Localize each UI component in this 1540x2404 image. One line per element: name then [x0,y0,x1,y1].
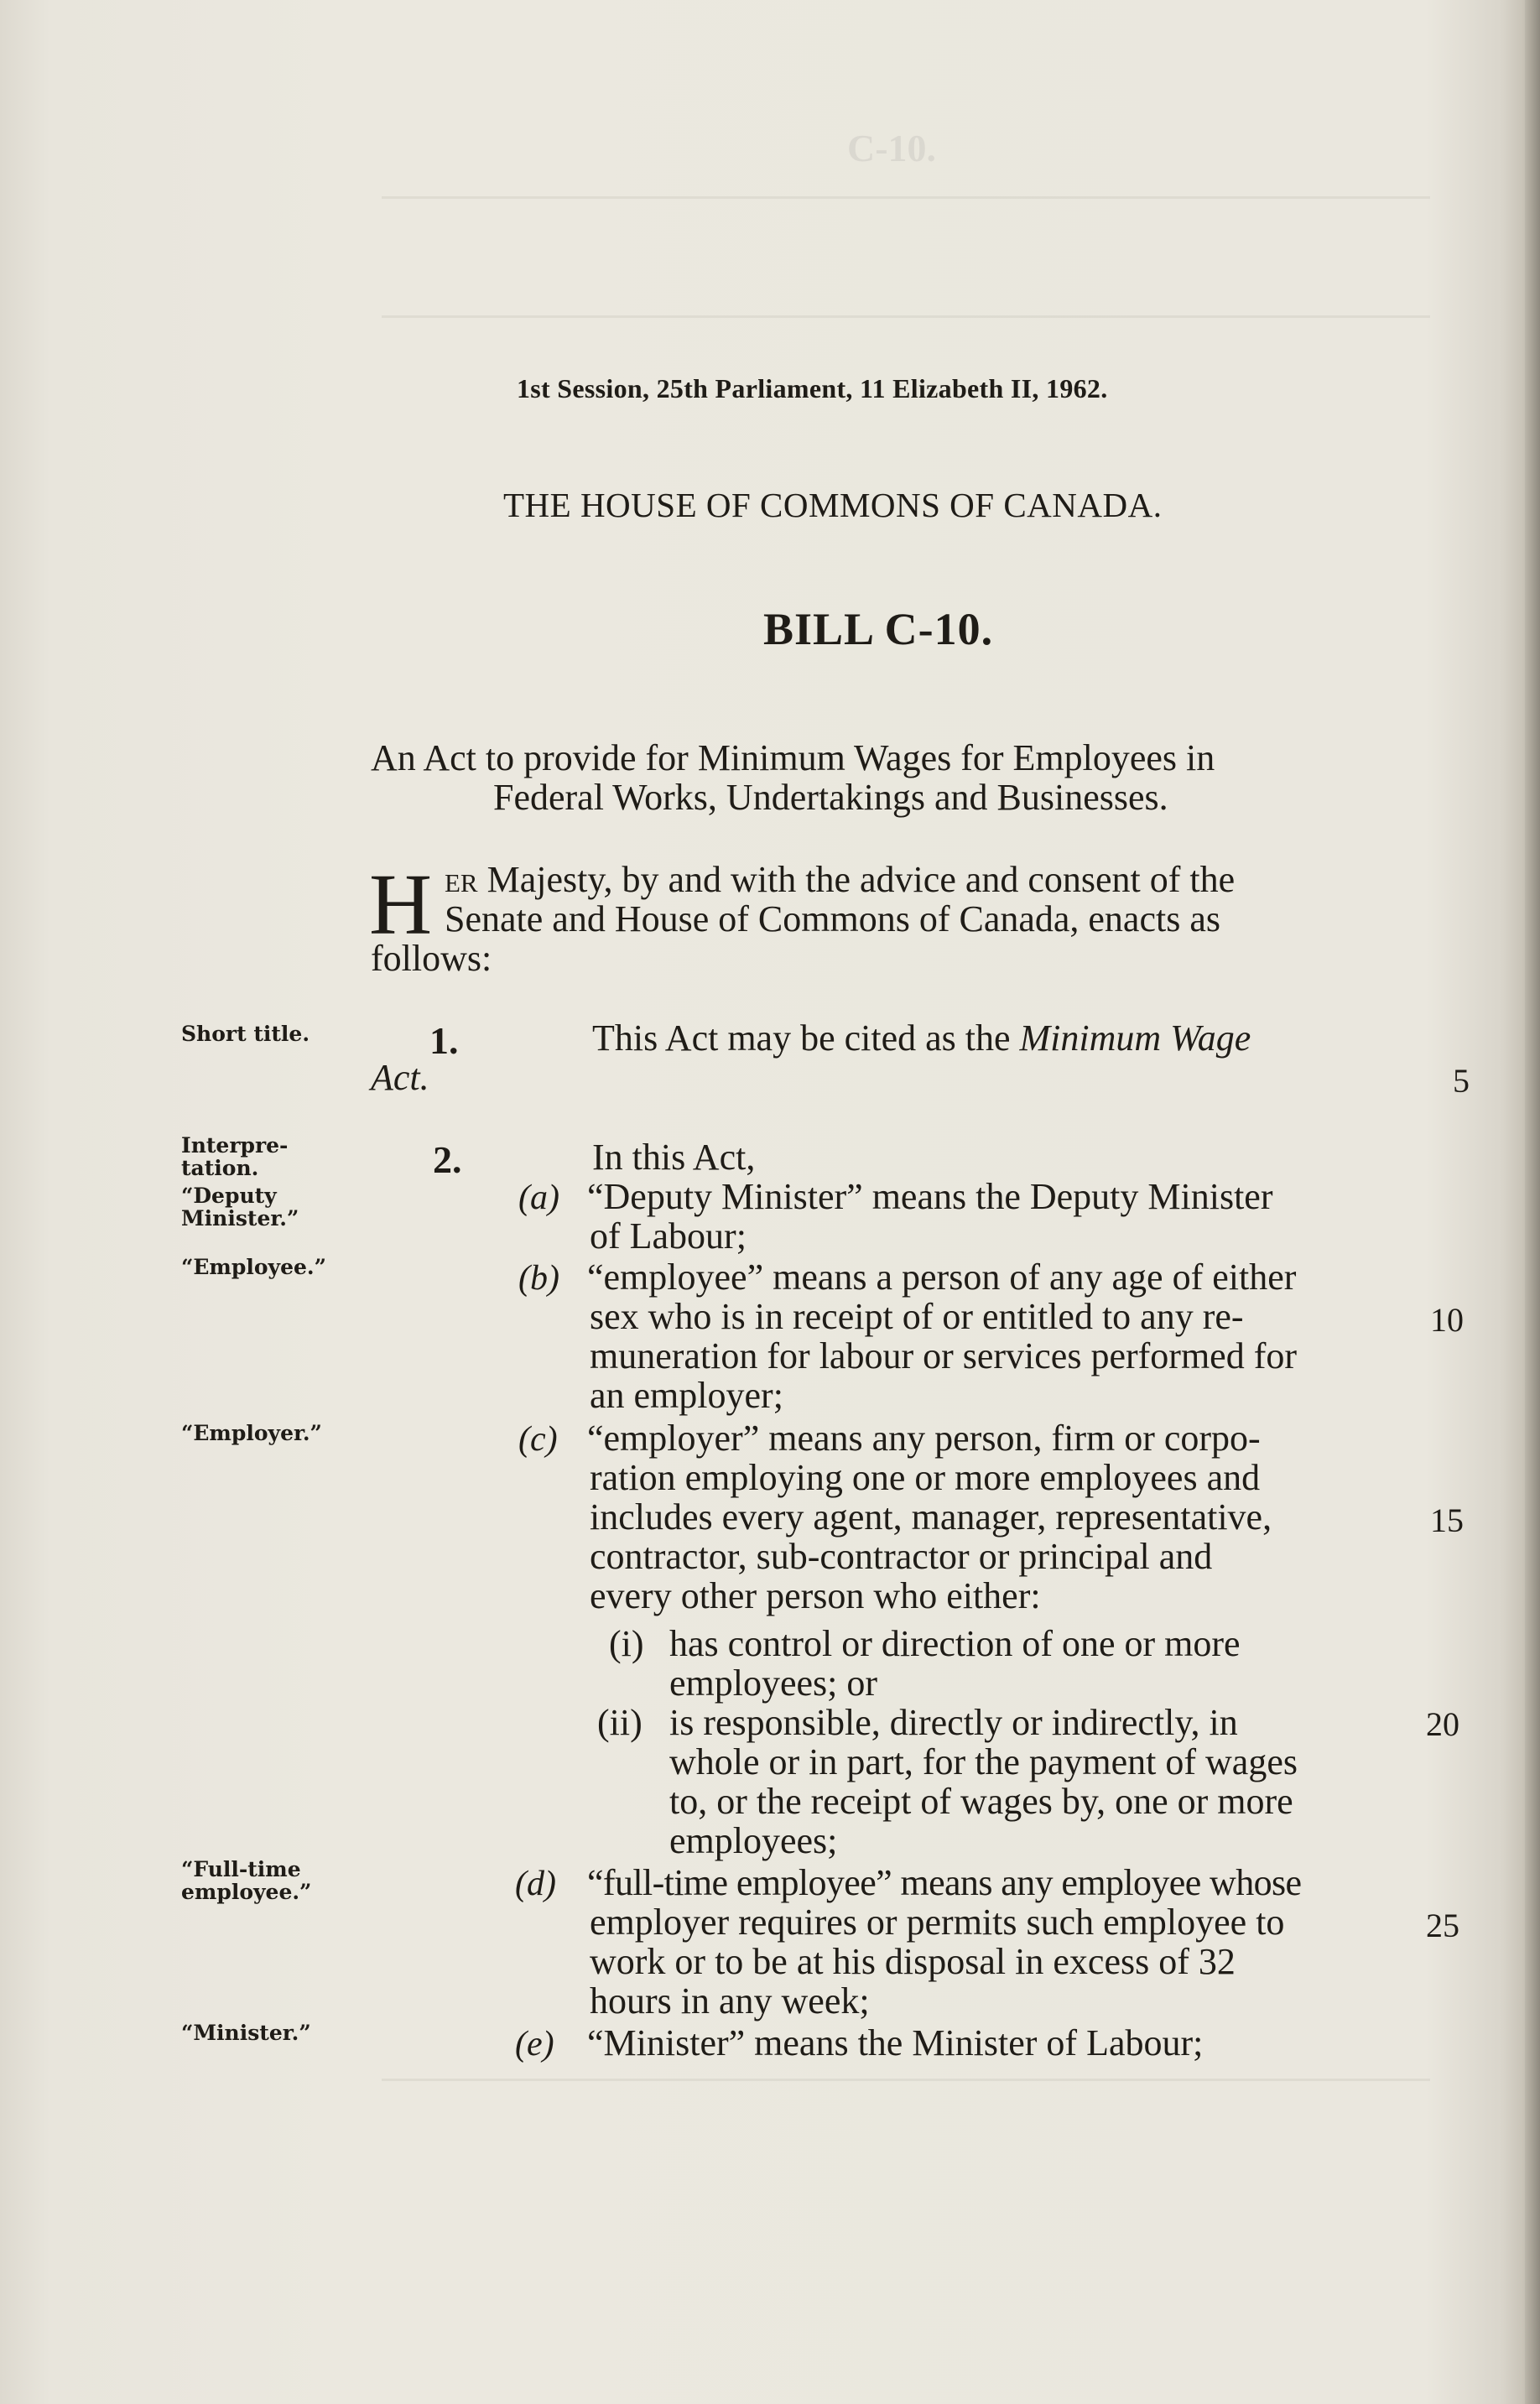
margin-note-deputy-1: “Deputy [181,1184,277,1208]
bleed-through-rule [382,2079,1430,2081]
subpara-i-line-1: has control or direction of one or more [669,1623,1241,1664]
para-c-line-1: “employer” means any person, firm or corpo- [587,1418,1261,1459]
house-heading: THE HOUSE OF COMMONS OF CANADA. [503,486,1163,524]
line-number-10: 10 [1430,1301,1464,1339]
para-d-line-2: employer requires or permits such employee to [590,1902,1285,1943]
section-1-line-1 [592,1018,1251,1058]
para-c-line-5: every other person who either: [590,1575,1041,1616]
margin-note-short-title: Short title. [181,1022,310,1046]
para-a-label: (a) [518,1179,559,1217]
subpara-ii-line-2: whole or in part, for the payment of wages [669,1741,1298,1782]
long-title-line-1: An Act to provide for Minimum Wages for Employees in [371,737,1215,778]
section-1-text: This Act may be cited as the [592,1017,1011,1059]
smallcaps-text: ER [445,868,478,898]
bleed-through-text: C-10. [847,127,937,169]
subpara-i-line-2: employees; or [669,1663,878,1704]
line-number-5: 5 [1453,1062,1470,1100]
margin-note-fulltime-1: “Full-time [181,1857,301,1881]
para-c-line-3: includes every agent, manager, representative, [590,1496,1272,1538]
enacting-line-3: follows: [371,938,492,979]
subpara-ii-line-4: employees; [669,1820,838,1861]
margin-note-interpretation-1: Interpre- [181,1133,289,1158]
margin-note-deputy-2: Minister.” [181,1206,299,1231]
margin-note-interpretation-2: tation. [181,1156,259,1180]
section-1-number: 1. [429,1019,459,1062]
para-e-label: (e) [515,2025,554,2063]
dropcap-letter: H [369,856,433,953]
para-c-line-4: contractor, sub-contractor or principal and [590,1536,1213,1577]
subpara-i-label: (i) [609,1623,644,1664]
act-name-italic-end: Act. [371,1057,429,1098]
subpara-ii-line-3: to, or the receipt of wages by, one or more [669,1781,1293,1822]
para-b-line-4: an employer; [590,1375,783,1416]
enacting-line-2: Senate and House of Commons of Canada, enacts as [445,898,1220,939]
line-number-20: 20 [1426,1705,1459,1743]
para-d-line-4: hours in any week; [590,1980,870,2022]
para-a-line-2: of Labour; [590,1215,747,1257]
act-name-italic: Minimum Wage [1019,1017,1251,1059]
enacting-line-1 [445,860,1235,903]
bleed-through-rule [382,315,1430,318]
line-number-15: 15 [1430,1501,1464,1539]
para-e-line-1: “Minister” means the Minister of Labour; [587,2022,1204,2063]
para-c-label: (c) [518,1420,558,1459]
para-c-line-2: ration employing one or more employees and [590,1457,1261,1498]
section-2-intro: In this Act, [592,1137,756,1178]
subpara-ii-line-1: is responsible, directly or indirectly, in [669,1702,1238,1743]
session-heading: 1st Session, 25th Parliament, 11 Elizabeth II, 1962. [517,373,1108,403]
section-1-line-2 [371,1058,429,1097]
subpara-ii-label: (ii) [597,1702,643,1743]
page-edge-shadow [1525,0,1540,2404]
line-number-25: 25 [1426,1907,1459,1944]
margin-note-employer: “Employer.” [181,1421,322,1445]
margin-note-minister: “Minister.” [181,2021,311,2045]
bill-title: BILL C-10. [763,604,994,654]
bleed-through-rule [382,196,1430,199]
para-d-label: (d) [515,1865,556,1903]
para-a-line-1: “Deputy Minister” means the Deputy Minister [587,1176,1273,1217]
margin-note-employee: “Employee.” [181,1255,326,1279]
para-d-line-1: “full-time employee” means any employee whose [587,1862,1302,1903]
enacting-line-1-rest: Majesty, by and with the advice and consent of the [477,859,1236,900]
para-b-line-2: sex who is in receipt of or entitled to any re- [590,1296,1244,1337]
margin-note-fulltime-2: employee.” [181,1880,312,1904]
para-d-line-3: work or to be at his disposal in excess of 32 [590,1941,1236,1982]
para-b-line-3: muneration for labour or services performed for [590,1335,1298,1376]
para-b-line-1: “employee” means a person of any age of either [587,1257,1297,1298]
long-title-line-2: Federal Works, Undertakings and Businesses. [493,777,1168,818]
section-2-number: 2. [433,1138,462,1181]
para-b-label: (b) [518,1259,559,1298]
